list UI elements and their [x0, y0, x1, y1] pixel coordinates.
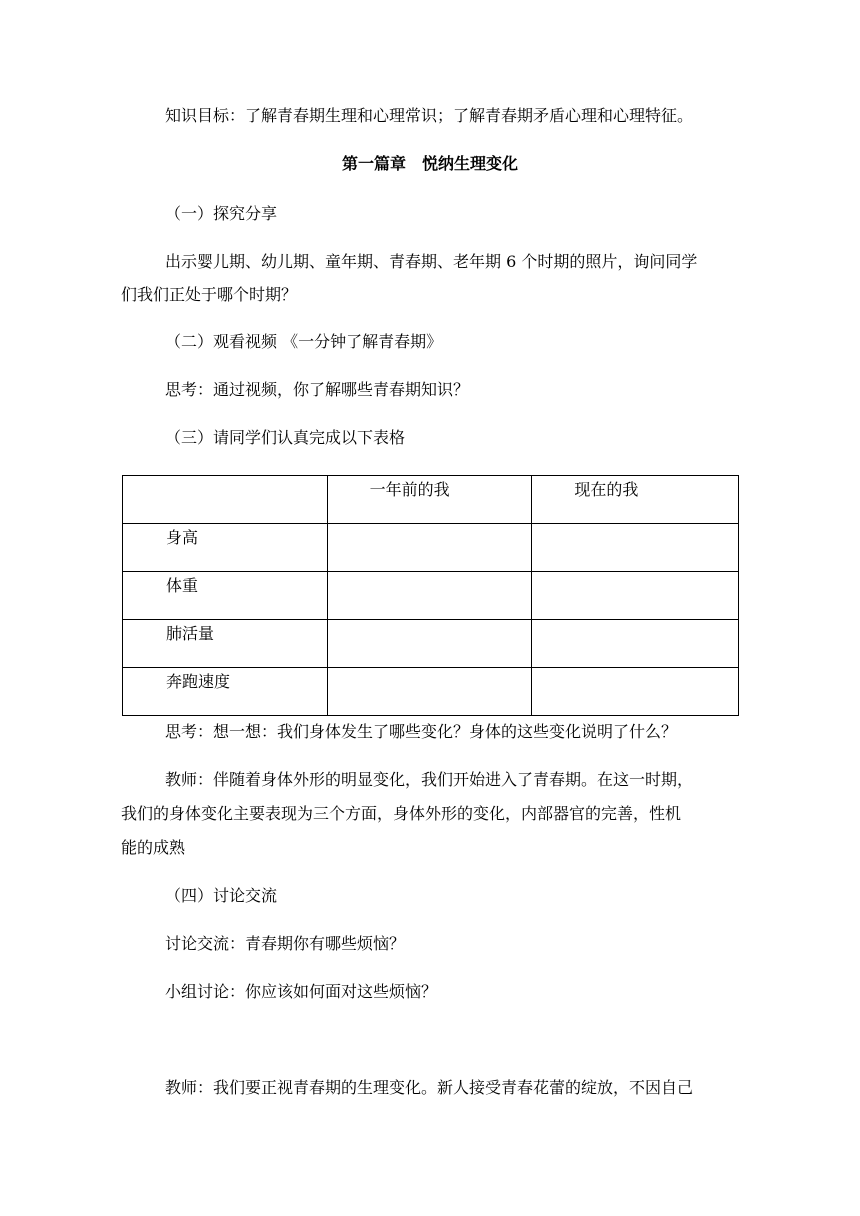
think-question: 思考：想一想：我们身体发生了哪些变化？身体的这些变化说明了什么？ [165, 722, 678, 741]
table-header-cell [532, 476, 739, 524]
row-label-height: 身高 [166, 528, 199, 547]
teacher-text: 教师：我们要正视青春期的生理变化。新人接受青春花蕾的绽放，不因自己 [165, 1078, 694, 1097]
row-label-weight: 体重 [166, 576, 199, 595]
discuss-text: 讨论交流：青春期你有哪些烦恼？ [165, 934, 406, 953]
row-label-lung-capacity: 肺活量 [166, 624, 215, 643]
knowledge-goal: 知识目标：了解青春期生理和心理常识；了解青春期矛盾心理和心理特征。 [165, 106, 694, 125]
table-cell-input[interactable] [532, 524, 739, 572]
group-discuss-text: 小组讨论：你应该如何面对这些烦恼？ [165, 982, 438, 1001]
teacher-text: 教师：伴随着身体外形的明显变化，我们开始进入了青春期。在这一时期， [165, 770, 694, 789]
table-cell-input[interactable] [532, 620, 739, 668]
table-header-row [123, 476, 739, 524]
table-header-cell [123, 476, 328, 524]
section-text: 们我们正处于哪个时期？ [121, 285, 298, 304]
table-cell-input[interactable] [532, 668, 739, 716]
table-cell-input[interactable] [327, 572, 532, 620]
chapter-title: 第一篇章 悦纳生理变化 [341, 154, 518, 173]
table-row [123, 620, 739, 668]
section-heading-table: （三）请同学们认真完成以下表格 [165, 428, 406, 447]
table-row [123, 524, 739, 572]
teacher-text: 能的成熟 [121, 838, 186, 857]
think-question: 思考：通过视频，你了解哪些青春期知识？ [165, 380, 470, 399]
table-cell-input[interactable] [532, 572, 739, 620]
table-row [123, 668, 739, 716]
section-heading-video: （二）观看视频 《一分钟了解青春期》 [165, 332, 443, 351]
table-cell-input[interactable] [327, 524, 532, 572]
table-cell-input[interactable] [327, 668, 532, 716]
table-header-cell [327, 476, 532, 524]
growth-comparison-table [122, 475, 739, 716]
teacher-text: 我们的身体变化主要表现为三个方面，身体外形的变化，内部器官的完善，性机 [121, 804, 682, 823]
header-last-year: 一年前的我 [369, 480, 450, 499]
table-row [123, 572, 739, 620]
section-heading-explore: （一）探究分享 [165, 204, 278, 223]
table-cell-input[interactable] [327, 620, 532, 668]
header-now: 现在的我 [574, 480, 639, 499]
row-label-running-speed: 奔跑速度 [166, 672, 231, 691]
section-heading-discuss: （四）讨论交流 [165, 886, 278, 905]
section-text: 出示婴儿期、幼儿期、童年期、青春期、老年期 6 个时期的照片，询问同学 [165, 252, 698, 271]
